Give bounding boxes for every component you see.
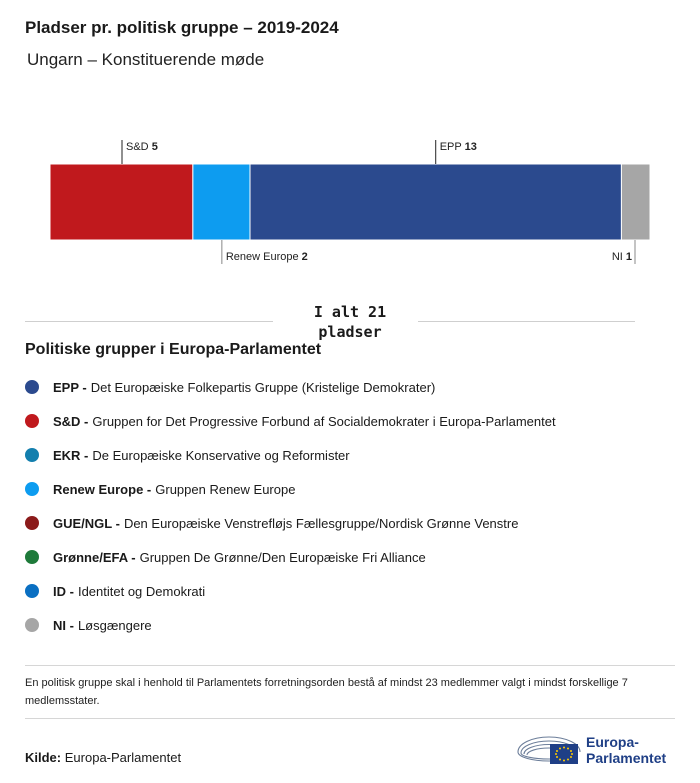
legend-item: [25, 404, 556, 438]
source: [25, 750, 181, 765]
legend-abbr: GUE/NGL -: [53, 515, 120, 531]
legend-item: [25, 540, 556, 574]
legend-dot-icon: [25, 584, 39, 598]
legend-name: Identitet og Demokrati: [77, 583, 206, 599]
legend-abbr: NI -: [53, 617, 74, 633]
europarl-emblem-icon: [516, 728, 582, 768]
legend-name: Det Europæiske Folkepartis Gruppe (Kristelige Demokrater): [90, 379, 436, 395]
legend-item: [25, 472, 556, 506]
stacked-bar-chart: [0, 130, 700, 270]
bar-label-name: Renew Europe: [225, 251, 302, 263]
source-value: Europa-Parlamentet: [64, 750, 182, 765]
legend-item: [25, 506, 556, 540]
chart-title: Pladser pr. politisk gruppe – 2019-2024: [25, 18, 339, 37]
legend-name: De Europæiske Konservative og Reformister: [92, 447, 350, 463]
total-seats: [25, 302, 635, 342]
bar-segment: [250, 164, 621, 240]
bar-segment: [50, 164, 193, 240]
legend-dot-icon: [25, 448, 39, 462]
legend-name: Gruppen Renew Europe: [155, 481, 296, 497]
legend-dot-icon: [25, 618, 39, 632]
legend-item: [25, 608, 556, 642]
legend-item: [25, 370, 556, 404]
footnote: En politisk gruppe skal i henhold til Parlamentets forretningsorden bestå af mindst 23 medlemmer valgt i mindst forskellige 7 medlemsstater.: [25, 677, 628, 707]
bar-label-value: 1: [625, 251, 632, 263]
legend-name: Gruppen De Grønne/Den Europæiske Fri Alliance: [139, 549, 426, 565]
legend-abbr: ID -: [53, 583, 74, 599]
bar-label-name: S&D: [126, 141, 152, 153]
total-line-right: [418, 321, 635, 322]
legend-name: Gruppen for Det Progressive Forbund af Socialdemokrater i Europa-Parlamentet: [92, 413, 556, 429]
legend-dot-icon: [25, 482, 39, 496]
legend-dot-icon: [25, 380, 39, 394]
legend: [25, 370, 556, 642]
legend-abbr: S&D -: [53, 413, 89, 429]
chart-subtitle: Ungarn – Konstituerende møde: [27, 50, 265, 69]
logo-line2: Parlamentet: [586, 750, 667, 766]
legend-item: [25, 574, 556, 608]
legend-name: Den Europæiske Venstrefløjs Fællesgruppe/Nordisk Grønne Venstre: [123, 515, 519, 531]
divider-top: [25, 665, 675, 666]
legend-abbr: Renew Europe -: [53, 481, 152, 497]
legend-abbr: Grønne/EFA -: [53, 549, 136, 565]
bar-label: [226, 251, 308, 263]
bar-label: [440, 141, 477, 153]
bar-label-value: 13: [464, 141, 477, 153]
source-label: Kilde:: [25, 750, 62, 765]
bar-segment: [621, 164, 650, 240]
legend-title: Politiske grupper i Europa-Parlamentet: [25, 341, 322, 358]
legend-name: Løsgængere: [77, 617, 152, 633]
bar-label-name: EPP: [439, 141, 465, 153]
logo-line1: Europa-: [586, 734, 639, 750]
divider-bottom: [25, 718, 675, 719]
bar-label: [612, 251, 632, 263]
legend-dot-icon: [25, 516, 39, 530]
legend-dot-icon: [25, 414, 39, 428]
europarl-logo: [516, 728, 686, 768]
bar-label-value: 5: [151, 141, 158, 153]
bar-label-name: NI: [611, 251, 626, 263]
total-line-left: [25, 321, 273, 322]
legend-abbr: EPP -: [53, 379, 87, 395]
legend-item: [25, 438, 556, 472]
logo-text: [586, 734, 666, 766]
legend-abbr: EKR -: [53, 447, 89, 463]
bar-segment: [193, 164, 250, 240]
total-label: I alt 21 pladser: [313, 303, 387, 341]
bar-label-value: 2: [301, 251, 308, 263]
legend-dot-icon: [25, 550, 39, 564]
bar-label: [126, 141, 158, 153]
